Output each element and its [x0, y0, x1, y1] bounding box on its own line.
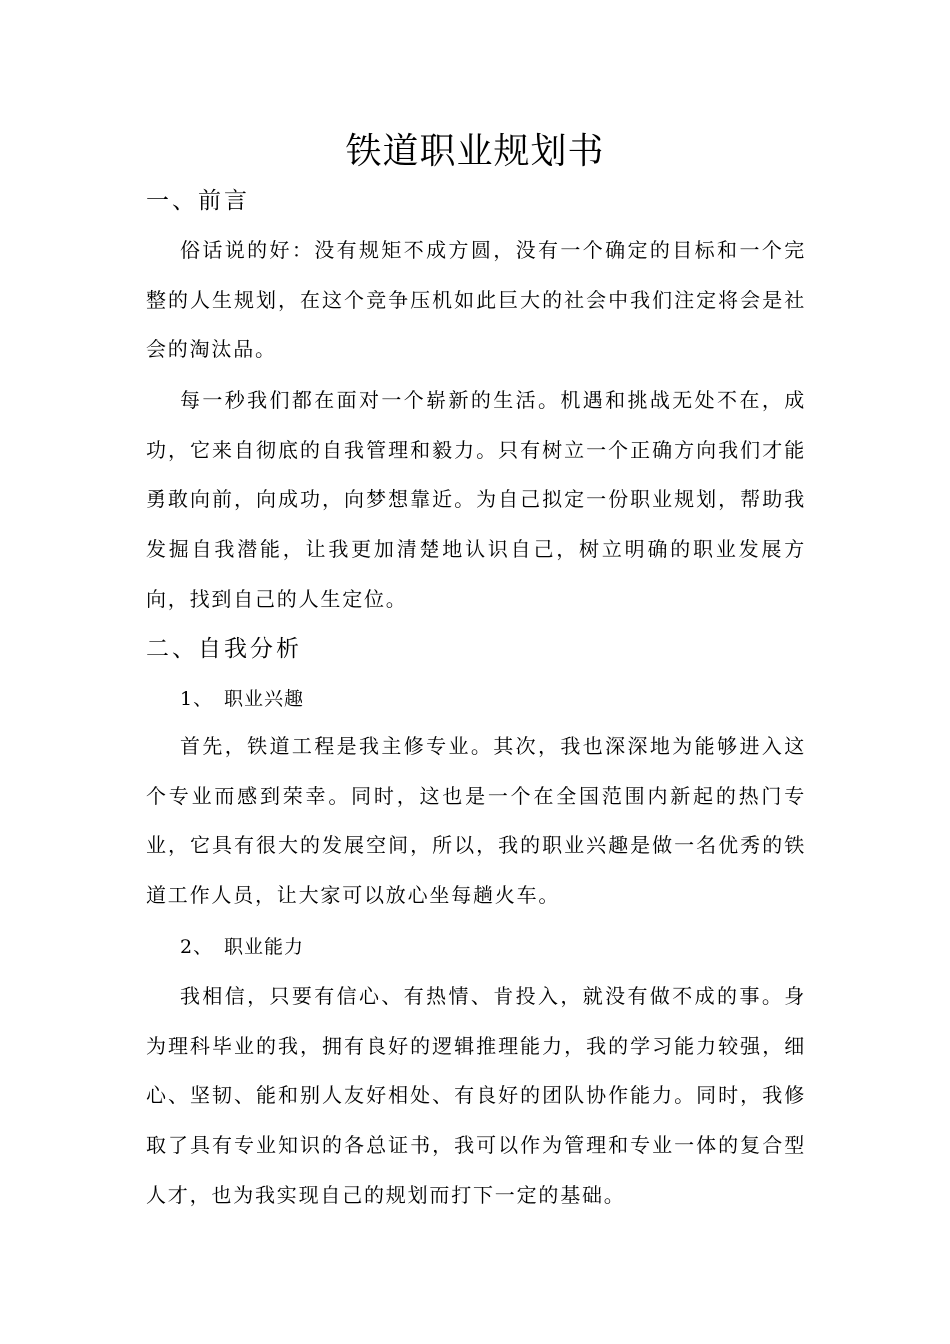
preface-paragraph-2: 每一秒我们都在面对一个崭新的生活。机遇和挑战无处不在，成功，它来自彻底的自我管理和毅力。只有树立一个正确方向我们才能勇敢向前，向成功，向梦想靠近。为自己拟定一份职业规划，帮助我发掘自我潜能，让我更加清楚地认识自己，树立明确的职业发展方向，找到自己的人生定位。: [146, 388, 806, 611]
subsection-heading-interest: [180, 686, 304, 712]
subsection-title: 职业兴趣: [224, 688, 305, 710]
subsection-heading-ability: [180, 934, 304, 960]
ability-paragraph: 我相信，只要有信心、有热情、肯投入，就没有做不成的事。身为理科毕业的我，拥有良好的逻辑推理能力，我的学习能力较强，细心、坚韧、能和别人友好相处、有良好的团队协作能力。同时，我修取了具有专业知识的各总证书，我可以作为管理和专业一体的复合型人才，也为我实现自己的规划而打下一定的基础。: [146, 984, 806, 1207]
subsection-number: 1、: [180, 688, 214, 710]
subsection-number: 2、: [180, 936, 214, 958]
preface-paragraph-1: 俗话说的好：没有规矩不成方圆，没有一个确定的目标和一个完整的人生规划，在这个竞争压机如此巨大的社会中我们注定将会是社会的淘汰品。: [146, 238, 806, 362]
section-heading-self-analysis: 二、自我分析: [146, 636, 302, 662]
document-title: 铁道职业规划书: [345, 131, 605, 172]
subsection-title: 职业能力: [224, 936, 305, 958]
interest-paragraph: 首先，铁道工程是我主修专业。其次，我也深深地为能够进入这个专业而感到荣幸。同时，这也是一个在全国范围内新起的热门专业，它具有很大的发展空间，所以，我的职业兴趣是做一名优秀的铁道工作人员，让大家可以放心坐每趟火车。: [146, 734, 806, 908]
section-heading-preface: 一、前言: [146, 188, 250, 214]
